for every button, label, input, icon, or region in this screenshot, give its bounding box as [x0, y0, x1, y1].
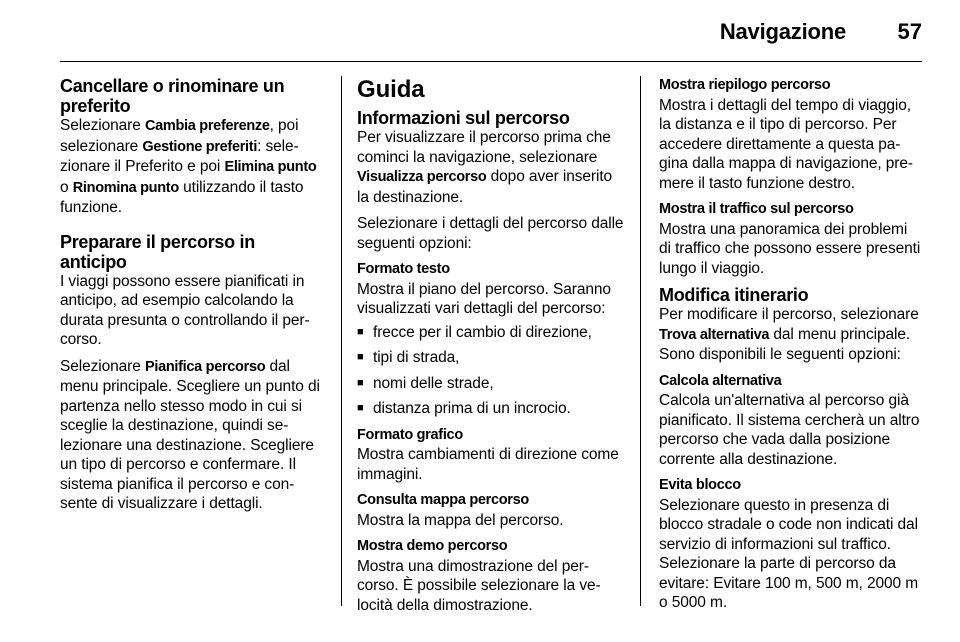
option-desc: Mostra i dettagli del tempo di viaggio, la distanza e il tipo di percorso. Per accedere direttamente a questa pagina dalla mappa di navigazione, premere il tasto funzione destro. [659, 96, 914, 192]
column-1 [60, 76, 325, 528]
chapter-heading: Guida [357, 76, 425, 103]
text: Per modificare il percorso, selezionare [659, 306, 919, 323]
option-term: Evita blocco [659, 477, 741, 493]
section-plan-route [60, 232, 325, 514]
menu-term: Trova alternativa [659, 326, 770, 343]
text: utilizzando il tasto funzione. [60, 178, 304, 216]
column-divider-1 [341, 76, 342, 606]
section-heading: Preparare il percorso in anticipo [60, 231, 255, 272]
option-term: Mostra demo percorso [357, 538, 508, 554]
option-desc: Mostra cambiamenti di direzione come immagini. [357, 446, 619, 483]
text: : selezionare il Preferito e poi [60, 137, 299, 175]
bullet-item: ■ nomi delle strade, [357, 374, 625, 394]
page-number: 57 [897, 19, 922, 44]
page-header [0, 0, 960, 62]
menu-term: Rinomina punto [72, 179, 179, 196]
text: , poi selezionare [60, 117, 299, 155]
text: Per visualizzare il percorso prima che cominci la navigazione, selezionare [357, 129, 611, 166]
section-text: I viaggi possono essere pianificati in anticipo, ad esempio calcolando la durata presunta o controllando il percorso. [60, 272, 310, 348]
option-term: Calcola alternativa [659, 372, 782, 389]
section-heading: Cancellare o rinominare un preferito [60, 76, 285, 116]
menu-term: Gestione preferiti [142, 138, 258, 155]
option-item [357, 260, 625, 419]
option-desc: Calcola un'alternativa al percorso già pianificato. Il sistema cercherà un altro percorso che vada dalla posizione corrente alla destinazione. [659, 392, 920, 468]
option-term: Mostra il traffico sul percorso [659, 201, 854, 217]
text: Selezionare [60, 357, 145, 375]
column-2 [357, 76, 625, 622]
option-item [659, 372, 923, 470]
text: dal menu principale. Sono disponibili le seguenti opzioni: [659, 325, 911, 363]
menu-term: Visualizza percorso [357, 169, 487, 185]
header-rule [60, 61, 922, 62]
text: dopo aver inserito la destinazione. [357, 168, 613, 206]
section-text [659, 305, 923, 365]
section-delete-favourite [60, 76, 325, 218]
section-heading: Modifica itinerario [659, 285, 809, 305]
option-desc: Mostra una panoramica dei problemi di traffico che possono essere presenti lungo il viaggio. [659, 220, 921, 277]
option-term: Mostra riepilogo percorso [659, 77, 831, 93]
section-text [60, 116, 325, 218]
menu-term: Elimina punto [224, 159, 317, 175]
menu-term: Cambia preferenze [144, 118, 270, 134]
bullet-item: ■ tipi di strada, [357, 348, 625, 368]
bullet-list [357, 323, 625, 419]
option-desc: Mostra la mappa del percorso. [357, 511, 564, 529]
section-heading: Informazioni sul percorso [357, 108, 570, 128]
option-term: Consulta mappa percorso [357, 492, 529, 508]
option-term: Formato testo [357, 261, 450, 277]
option-desc: Mostra il piano del percorso. Saranno visualizzati vari dettagli del percorso: [357, 280, 611, 317]
option-item [659, 76, 923, 193]
bullet-item: ■ frecce per il cambio di direzione, [357, 323, 625, 343]
option-item [659, 476, 923, 613]
option-desc: Selezionare questo in presenza di blocco stradale o code non indicati dal servizio di informazioni sul traffico. Selezionare la parte di percorso da evitare: Evitare 100 m, 500 m, 2000 m o 5000 m. [659, 496, 919, 611]
section-text [357, 128, 625, 207]
section-text: Selezionare i dettagli del percorso dalle seguenti opzioni: [357, 215, 624, 252]
column-divider-2 [640, 76, 641, 606]
option-term: Formato grafico [357, 426, 463, 443]
text: Selezionare [60, 117, 145, 134]
option-item [357, 491, 625, 530]
column-3 [659, 76, 923, 620]
option-item [357, 426, 625, 485]
bullet-item: ■ distanza prima di un incrocio. [357, 399, 625, 419]
page-title: Navigazione [719, 19, 846, 44]
option-item [357, 537, 625, 615]
section-text [60, 357, 325, 514]
text: o [60, 178, 73, 196]
option-item [659, 200, 923, 278]
option-desc: Mostra una dimostrazione del percorso. È possibile selezionare la velocità della dimostrazione. [357, 557, 601, 614]
menu-term: Pianifica percorso [144, 358, 266, 375]
text: dal menu principale. Scegliere un punto di partenza nello stesso modo in cui si sceglie la destinazione, quindi selezionare una destinazione. Scegliere un tipo di percorso e confermare. Il sistema pianifica il percorso e consente di visualizzare i dettagli. [60, 357, 320, 512]
